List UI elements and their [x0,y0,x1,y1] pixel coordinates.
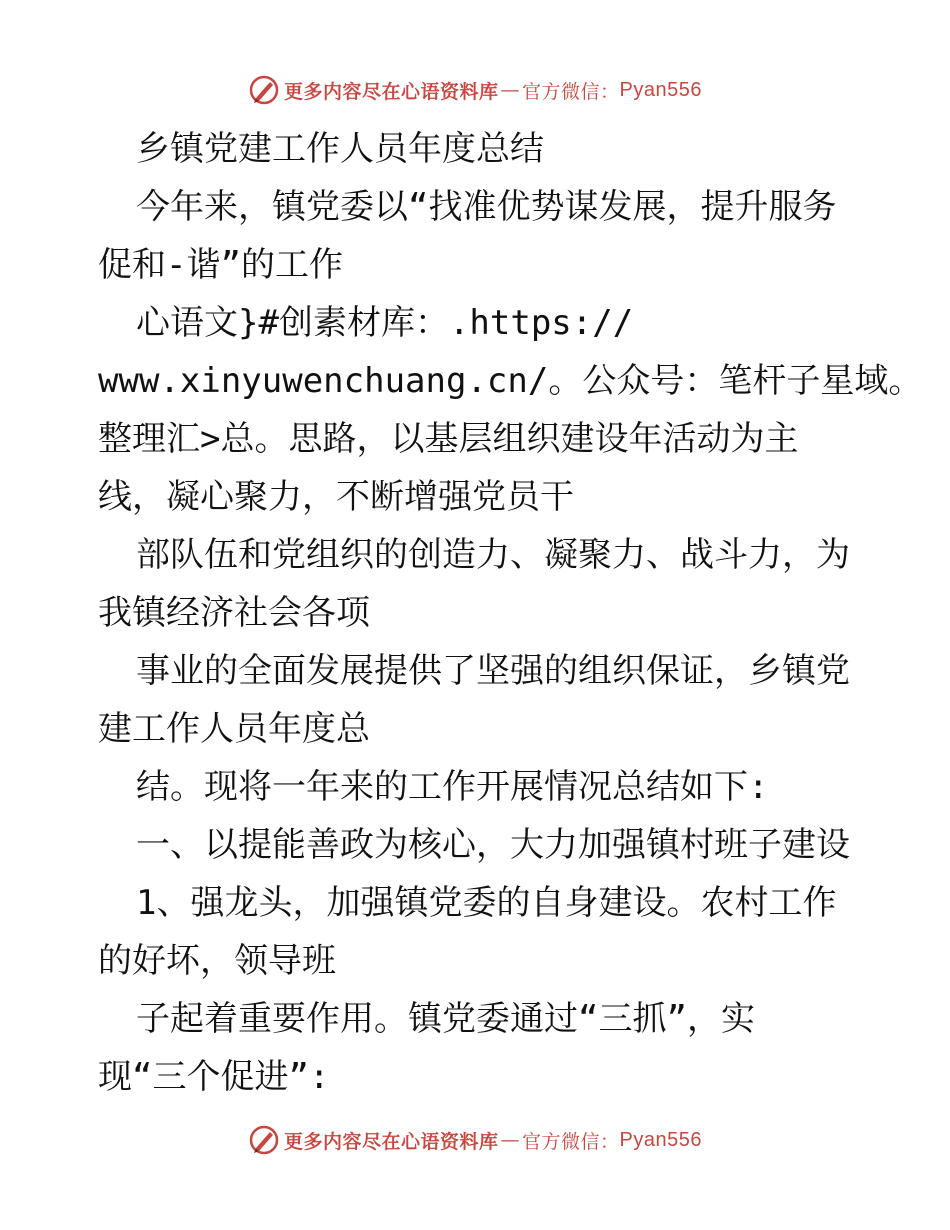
text-line: 建工作人员年度总 [98,709,370,749]
text-line: 线，凝心聚力，不断增强党员干 [98,477,574,517]
banner-label: 官方微信： [522,80,620,103]
banner-label: 官方微信： [522,1130,620,1153]
document-body [98,120,923,1106]
header-banner [0,70,950,110]
pen-logo-icon [248,74,280,106]
text-line: 乡镇党建工作人员年度总结 [136,129,544,169]
text-line: 心语文}#创素材库：.https:// [136,303,634,343]
text-line: 部队伍和党组织的创造力、凝聚力、战斗力，为 [136,535,850,575]
text-line: 今年来，镇党委以“找准优势谋发展，提升服务 [136,187,837,227]
text-line: 整理汇>总。思路，以基层组织建设年活动为主 [98,419,799,459]
text-line: 子起着重要作用。镇党委通过“三抓”，实 [136,999,755,1039]
banner-wechat-id: Pyan556 [619,1128,702,1151]
banner-wechat-id: Pyan556 [619,78,702,101]
text-line: 我镇经济社会各项 [98,593,370,633]
banner-separator: — [500,79,521,101]
text-line: 一、以提能善政为核心，大力加强镇村班子建设 [136,825,850,865]
banner-main-text: 更多内容尽在心语资料库 [284,1130,499,1153]
text-line: 结。现将一年来的工作开展情况总结如下: [136,767,769,807]
pen-logo-icon [248,1124,280,1156]
footer-banner [0,1120,950,1160]
text-line: 1、强龙头，加强镇党委的自身建设。农村工作 [136,883,837,923]
text-line: www.xinyuwenchuang.cn/。公众号：笔杆子星域。 [98,361,923,401]
banner-main-text: 更多内容尽在心语资料库 [284,80,499,103]
text-line: 促和-谐”的工作 [98,245,343,285]
text-line: 现“三个促进”: [98,1057,330,1097]
banner-separator: — [500,1129,521,1151]
text-line: 事业的全面发展提供了坚强的组织保证，乡镇党 [136,651,850,691]
text-line: 的好坏，领导班 [98,941,336,981]
